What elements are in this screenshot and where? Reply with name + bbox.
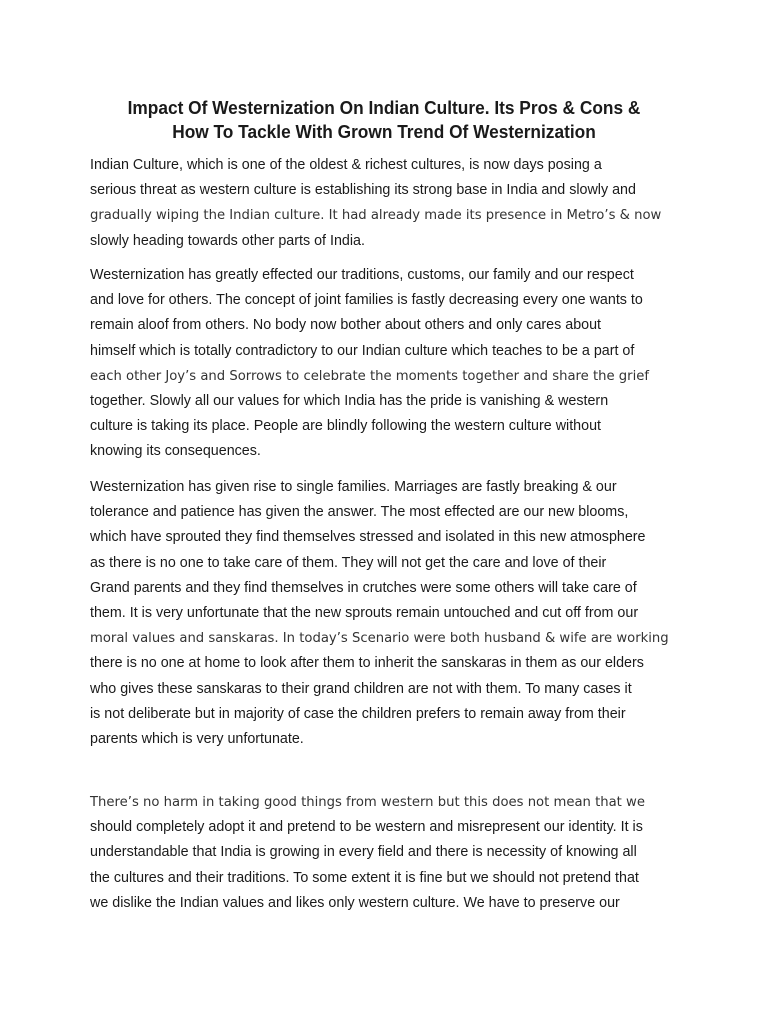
text-line: Indian Culture, which is one of the oldest & richest cultures, is now days posing a: [90, 157, 602, 173]
text-line: is not deliberate but in majority of case the children prefers to remain away from their: [90, 705, 626, 722]
text-line: who gives these sanskaras to their grand children are not with them. To many cases it: [90, 680, 632, 697]
text-line: and love for others. The concept of joint families is fastly decreasing every one wants to: [90, 292, 643, 309]
title-line-2: How To Tackle With Grown Trend Of Westernization: [172, 121, 596, 142]
text-line: Westernization has greatly effected our traditions, customs, our family and our respect: [90, 267, 634, 283]
text-line: culture is taking its place. People are blindly following the western culture without: [90, 418, 601, 435]
text-line: gradually wiping the Indian culture. It had already made its presence in Metro’s & now: [90, 208, 662, 224]
text-line: understandable that India is growing in every field and there is necessity of knowing all: [90, 844, 637, 861]
paragraph-3: [90, 475, 690, 752]
text-line: the cultures and their traditions. To some extent it is fine but we should not pretend that: [90, 869, 639, 886]
paragraph-4: [90, 790, 690, 916]
text-line: parents which is very unfortunate.: [90, 731, 304, 748]
text-line: Westernization has given rise to single families. Marriages are fastly breaking & our: [90, 479, 617, 495]
text-line: them. It is very unfortunate that the new sprouts remain untouched and cut off from our: [90, 605, 639, 622]
text-line: There’s no harm in taking good things from western but this does not mean that we: [90, 795, 645, 810]
text-line: should completely adopt it and pretend to be western and misrepresent our identity. It is: [90, 819, 643, 836]
text-line: each other Joy’s and Sorrows to celebrate the moments together and share the grief: [90, 368, 650, 384]
text-line: remain aloof from others. No body now bother about others and only cares about: [90, 317, 602, 334]
text-line: there is no one at home to look after them to inherit the sanskaras in them as our elders: [90, 655, 644, 672]
text-line: himself which is totally contradictory to our Indian culture which teaches to be a part of: [90, 342, 635, 359]
text-line: moral values and sanskaras. In today’s Scenario were both husband & wife are working: [90, 631, 669, 647]
text-line: which have sprouted they find themselves stressed and isolated in this new atmosphere: [90, 529, 646, 546]
text-line: knowing its consequences.: [90, 443, 261, 460]
paragraph-1: [90, 153, 690, 254]
text-line: tolerance and patience has given the answer. The most effected are our new blooms,: [90, 504, 629, 521]
title-line-1: Impact Of Westernization On Indian Culture. Its Pros & Cons &: [127, 97, 641, 118]
text-line: serious threat as western culture is establishing its strong base in India and slowly and: [90, 182, 636, 199]
document-title: [83, 96, 686, 144]
text-line: as there is no one to take care of them. They will not get the care and love of their: [90, 554, 607, 571]
paragraph-2: [90, 263, 690, 465]
text-line: together. Slowly all our values for which India has the pride is vanishing & western: [90, 393, 609, 410]
text-line: we dislike the Indian values and likes only western culture. We have to preserve our: [90, 894, 620, 911]
text-line: Grand parents and they find themselves in crutches were some others will take care of: [90, 579, 637, 596]
text-line: slowly heading towards other parts of India.: [90, 232, 365, 249]
